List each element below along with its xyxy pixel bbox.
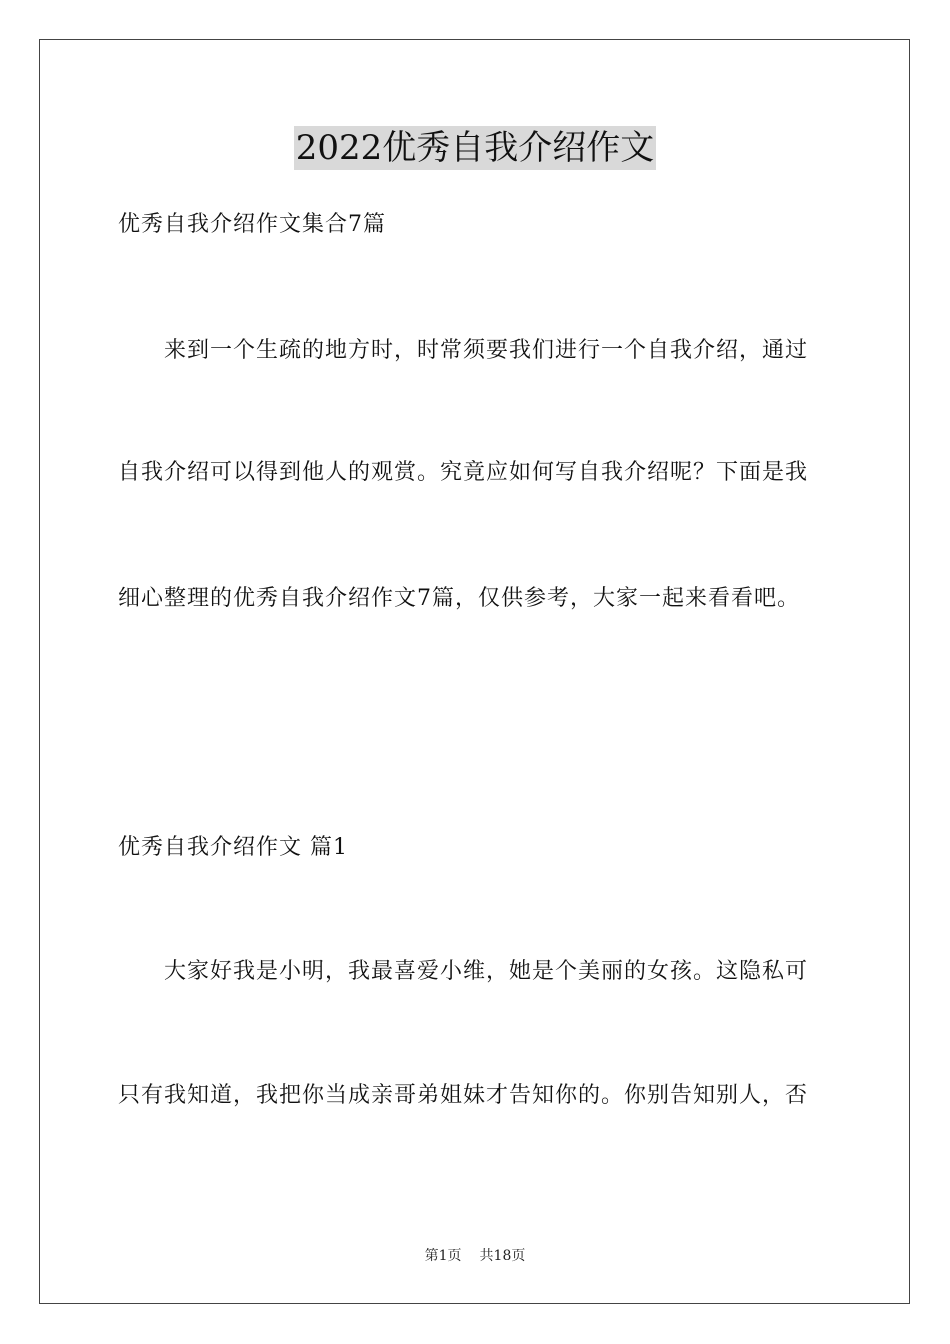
page-footer: [0, 1247, 950, 1265]
subtitle: 优秀自我介绍作文集合7篇: [118, 212, 386, 237]
document-title: 2022优秀自我介绍作文: [295, 128, 655, 168]
section-line-1: 大家好我是小明，我最喜爱小维，她是个美丽的女孩。这隐私可: [164, 959, 809, 984]
page-number: 第1页: [424, 1248, 462, 1264]
total-pages: 共18页: [479, 1248, 526, 1264]
intro-line-3: 细心整理的优秀自我介绍作文7篇，仅供参考，大家一起来看看吧。: [118, 586, 800, 611]
section-line-2: 只有我知道，我把你当成亲哥弟姐妹才告知你的。你别告知别人，否: [118, 1083, 809, 1108]
intro-line-1: 来到一个生疏的地方时，时常须要我们进行一个自我介绍，通过: [164, 338, 809, 363]
intro-line-2: 自我介绍可以得到他人的观赏。究竟应如何写自我介绍呢？下面是我: [118, 460, 809, 485]
title-container: [0, 126, 950, 170]
section-heading: 优秀自我介绍作文 篇1: [118, 835, 348, 860]
